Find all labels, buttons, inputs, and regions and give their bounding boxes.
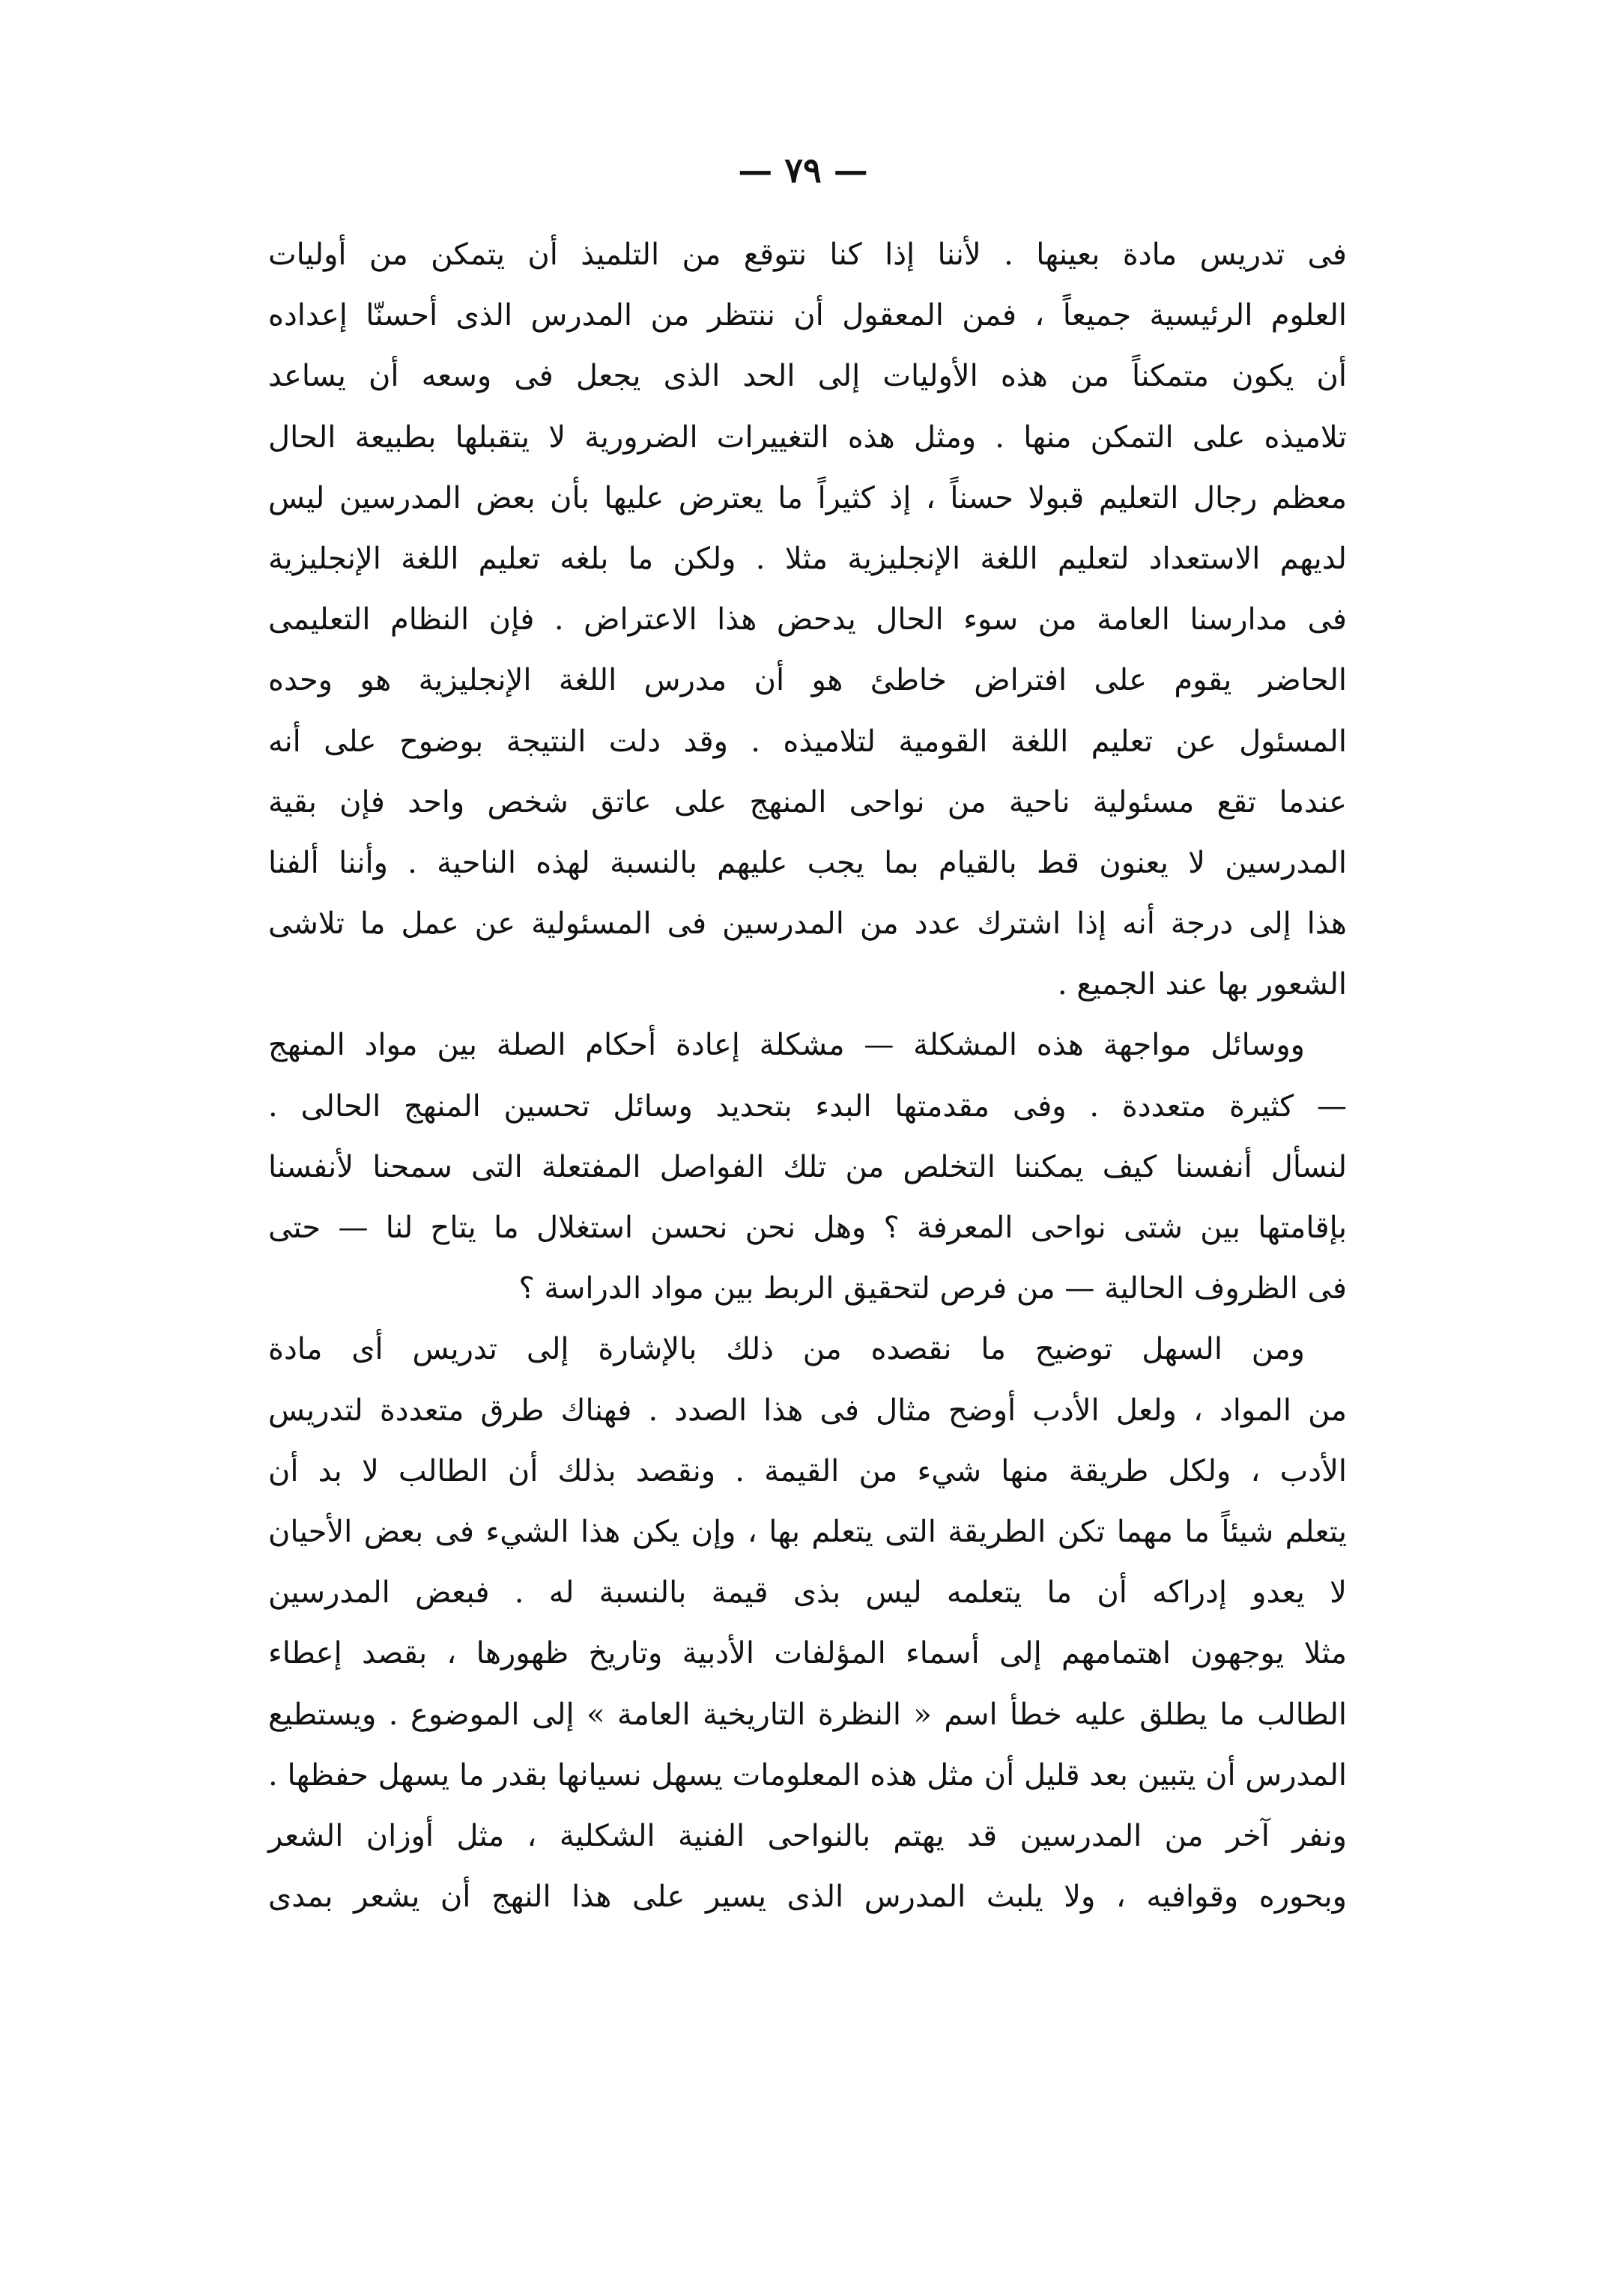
text-line: لا يعدو إدراكه أن ما يتعلمه ليس بذى قيمة بالنسبة له . فبعض المدرسين <box>268 1575 1347 1611</box>
text-line: الأدب ، ولكل طريقة منها شيء من القيمة . ونقصد بذلك أن الطالب لا بد أن <box>268 1453 1347 1488</box>
text-line: العلوم الرئيسية جميعاً ، فمن المعقول أن ننتظر من المدرس الذى أحسنّا إعداده <box>268 298 1347 333</box>
text-line: فى مدارسنا العامة من سوء الحال يدحض هذا الاعتراض . فإن النظام التعليمى <box>268 602 1347 637</box>
text-line: ووسائل مواجهة هذه المشكلة — مشكلة إعادة أحكام الصلة بين مواد المنهج <box>268 1028 1305 1063</box>
text-line: يتعلم شيئاً ما مهما تكن الطريقة التى يتعلم بها ، وإن يكن هذا الشيء فى بعض الأحيان <box>268 1514 1347 1549</box>
text-line: وبحوره وقوافيه ، ولا يلبث المدرس الذى يسير على هذا النهج أن يشعر بمدى <box>268 1879 1347 1915</box>
text-line: بإقامتها بين شتى نواحى المعرفة ؟ وهل نحن نحسن استغلال ما يتاح لنا — حتى <box>268 1211 1347 1245</box>
text-line: الطالب ما يطلق عليه خطأ اسم « النظرة التاريخية العامة » إلى الموضوع . ويستطيع <box>268 1697 1347 1732</box>
text-line: المسئول عن تعليم اللغة القومية لتلاميذه . وقد دلت النتيجة بوضوح على أنه <box>268 724 1347 759</box>
text-line: فى تدريس مادة بعينها . لأننا إذا كنا نتوقع من التلميذ أن يتمكن من أوليات <box>268 237 1347 272</box>
text-line: أن يكون متمكناً من هذه الأوليات إلى الحد الذى يجعل فى وسعه أن يساعد <box>268 359 1347 394</box>
body-text <box>268 225 1347 1927</box>
text-line: عندما تقع مسئولية ناحية من نواحى المنهج على عاتق شخص واحد فإن بقية <box>268 784 1347 820</box>
text-line: — كثيرة متعددة . وفى مقدمتها البدء بتحديد وسائل تحسين المنهج الحالى . <box>268 1088 1347 1124</box>
text-line: المدرس أن يتبين بعد قليل أن مثل هذه المعلومات يسهل نسيانها بقدر ما يسهل حفظها . <box>268 1757 1347 1793</box>
text-line: ومن السهل توضيح ما نقصده من ذلك بالإشارة إلى تدريس أى مادة <box>268 1332 1305 1367</box>
text-line: الشعور بها عند الجميع . <box>1057 967 1347 1002</box>
text-line: ونفر آخر من المدرسين قد يهتم بالنواحى الفنية الشكلية ، مثل أوزان الشعر <box>268 1818 1347 1853</box>
text-line: فى الظروف الحالية — من فرص لتحقيق الربط بين مواد الدراسة ؟ <box>518 1271 1347 1306</box>
text-line: لديهم الاستعداد لتعليم اللغة الإنجليزية مثلا . ولكن ما بلغه تعليم اللغة الإنجليزية <box>268 541 1347 576</box>
text-line: معظم رجال التعليم قبولا حسناً ، إذ كثيراً ما يعترض عليها بأن بعض المدرسين ليس <box>268 480 1347 515</box>
text-line: من المواد ، ولعل الأدب أوضح مثال فى هذا الصدد . فهناك طرق متعددة لتدريس <box>268 1393 1347 1428</box>
page-number: — ٧٩ — <box>738 150 868 190</box>
text-line: تلاميذه على التمكن منها . ومثل هذه التغييرات الضرورية لا يتقبلها بطبيعة الحال <box>268 419 1347 455</box>
text-line: هذا إلى درجة أنه إذا اشترك عدد من المدرسين فى المسئولية عن عمل ما تلاشى <box>268 906 1347 942</box>
text-line: الحاضر يقوم على افتراض خاطئ هو أن مدرس اللغة الإنجليزية هو وحده <box>268 663 1347 698</box>
text-line: المدرسين لا يعنون قط بالقيام بما يجب عليهم بالنسبة لهذه الناحية . وأننا ألفنا <box>268 845 1348 880</box>
text-line: مثلا يوجهون اهتمامهم إلى أسماء المؤلفات الأدبية وتاريخ ظهورها ، بقصد إعطاء <box>268 1636 1347 1671</box>
text-line: لنسأل أنفسنا كيف يمكننا التخلص من تلك الفواصل المفتعلة التى سمحنا لأنفسنا <box>268 1149 1347 1184</box>
